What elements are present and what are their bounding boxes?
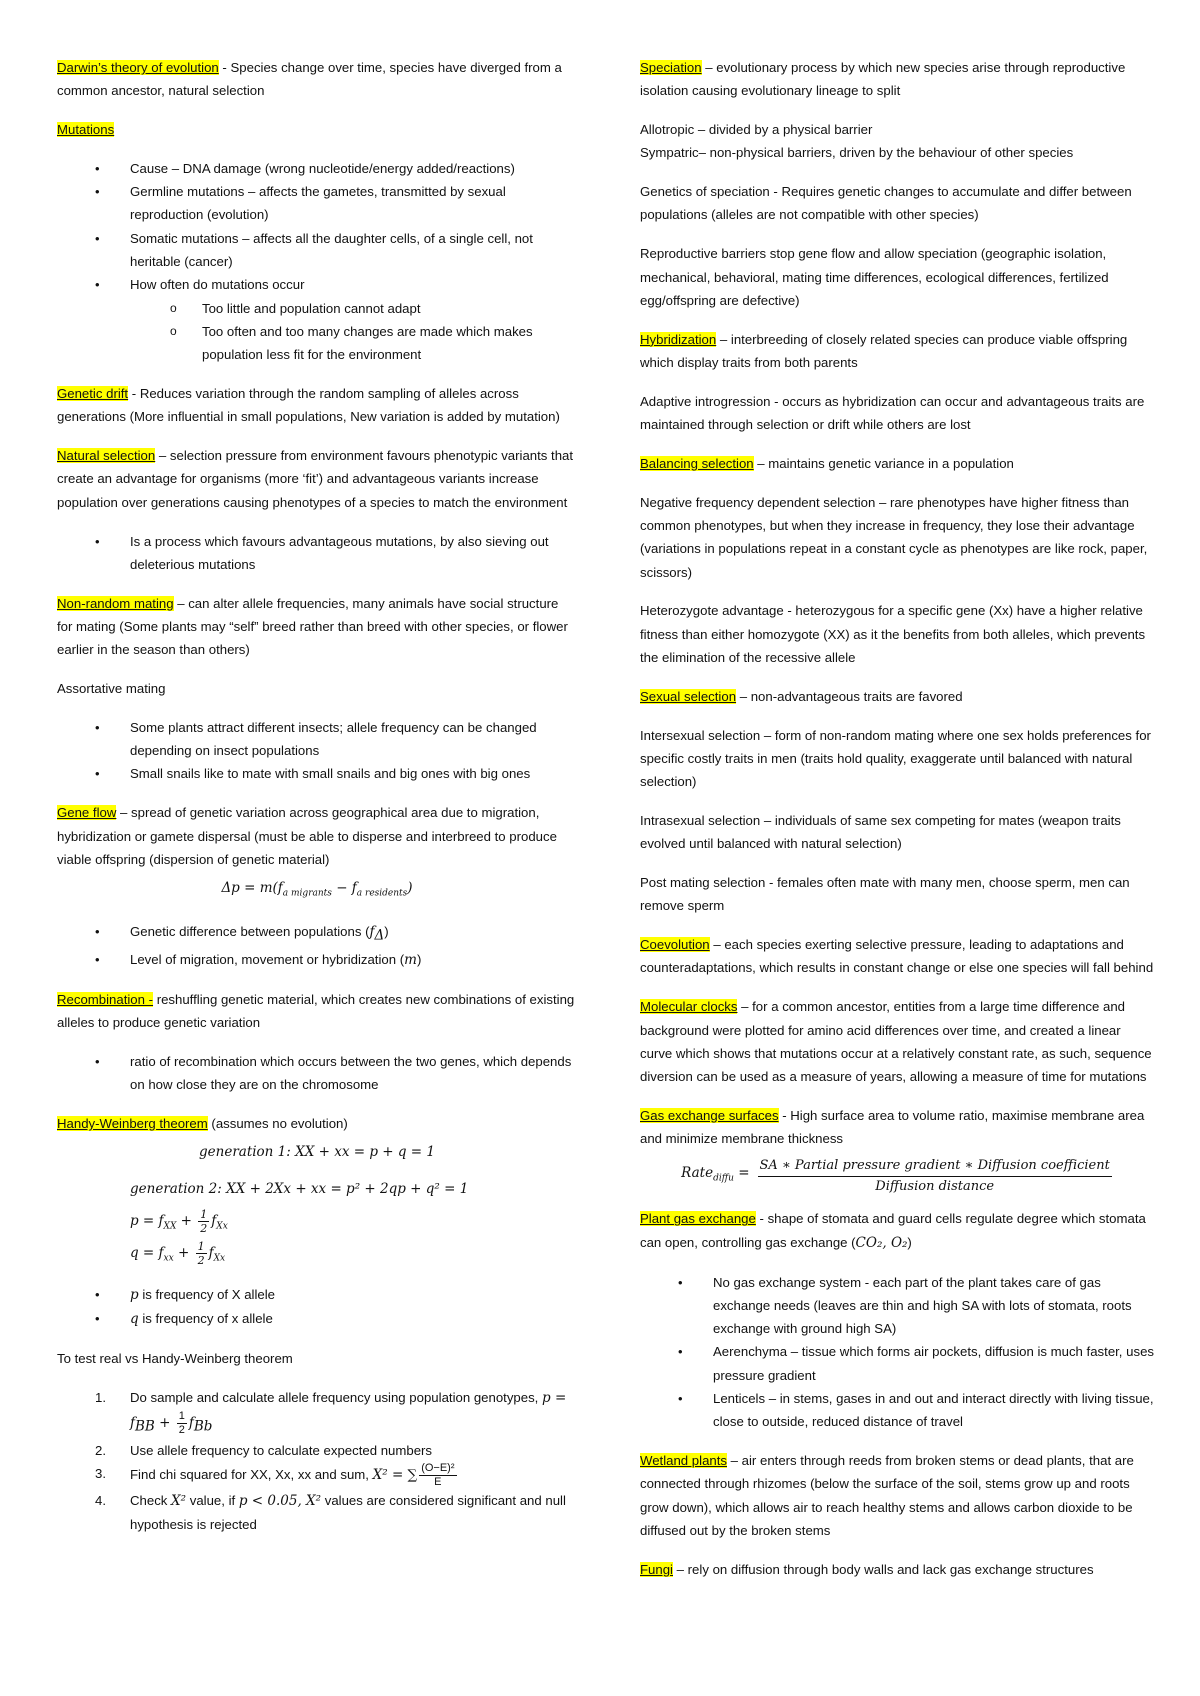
molclock-term: Molecular clocks: [640, 999, 738, 1015]
list-item: • Small snails like to mate with small snails and big ones with big ones: [57, 762, 577, 785]
plantgas-term: Plant gas exchange: [640, 1211, 756, 1227]
wetland-term: Wetland plants: [640, 1453, 727, 1469]
geneflow-term: Gene flow: [57, 805, 117, 821]
mutations-heading: [57, 118, 577, 141]
coevo-text: – each species exerting selective pressure, leading to adaptations and counteradaptations, which results in constant change or else one species will fall behind: [640, 937, 1154, 976]
hybrid-term: Hybridization: [640, 331, 717, 347]
coevo-paragraph: [640, 933, 1155, 980]
negfreq-paragraph: Negative frequency dependent selection – rare phenotypes have higher fitness than common phenotypes, but when they increase in frequency, they lose their advantage (variations in populations repeat in a constant cycle as phenotypes are like rock, paper, scissors): [640, 494, 1148, 580]
gasex-paragraph: [640, 1104, 1155, 1151]
speciation-text: – evolutionary process by which new species arise through reproductive isolation causing evolutionary lineage to split: [640, 60, 1126, 99]
list-item: o Too often and too many changes are made which makes population less fit for the environment: [57, 320, 577, 367]
list-item: • q is frequency of x allele: [57, 1307, 577, 1331]
plantgas-list: [640, 1271, 1155, 1434]
list-item: 3. Find chi squared for XX, Xx, xx and sum, X² = ∑ $\frac{\text{(O−E)²}}{E}$: [95, 1462, 455, 1489]
sympatric-text: Sympatric– non-physical barriers, driven by the behaviour of other species: [640, 145, 1074, 161]
hw-equation-block: [130, 1173, 577, 1269]
coevo-term: Coevolution: [640, 937, 710, 953]
gasex-text: - High surface area to volume ratio, maximise membrane area and minimize membrane thickness: [640, 1107, 1145, 1147]
darwin-text: - Species change over time, species have diverged from a common ancestor, natural selection: [57, 60, 562, 99]
list-item: o Too little and population cannot adapt: [57, 297, 577, 320]
fungi-term: Fungi: [640, 1561, 673, 1577]
sexual-term: Sexual selection: [640, 688, 737, 704]
list-item: • Genetic difference between populations $(f_\Delta)$: [57, 920, 577, 948]
speciation-term: Speciation: [640, 60, 702, 75]
post-paragraph: Post mating selection - females often mate with many men, choose sperm, men can remove sperm: [640, 875, 1130, 914]
speciation-paragraph: [640, 56, 1155, 103]
adaptive-paragraph: Adaptive introgression - occurs as hybridization can occur and advantageous traits are maintained through selection or drift while others are lost: [640, 393, 1145, 433]
geneflow-text: – spread of genetic variation across geographical area due to migration, hybridization or gamete dispersal (must be able to disperse and interbreed to produce viable offspring (dispersion of genetic material): [57, 805, 557, 867]
wetland-paragraph: [640, 1449, 1155, 1542]
list-item: • Somatic mutations – affects all the daughter cells, of a single cell, not heritable (cancer): [57, 227, 577, 274]
test-heading: To test real vs Handy-Weinberg theorem: [57, 1350, 293, 1366]
test-steps: [57, 1386, 577, 1537]
list-item: • ratio of recombination which occurs between the two genes, which depends on how close they are on the chromosome: [57, 1050, 577, 1097]
recomb-paragraph: [57, 988, 577, 1035]
list-item: • Germline mutations – affects the gametes, transmitted by sexual reproduction (evolution): [57, 180, 577, 227]
list-item: 4. Check X² value, if p < 0.05, X² values are considered significant and null hypothesis is rejected: [95, 1493, 566, 1533]
list-item: • Cause – DNA damage (wrong nucleotide/energy added/reactions): [57, 157, 577, 180]
geneflow-equation: $\Delta p = m(f_{a migrants} - f_{a residents})$: [221, 880, 413, 899]
hw-p-equation: $p = f_{XX}$ + $\frac{1}{2}$ $f_{Xx}$: [130, 1207, 228, 1235]
list-item: • Level of migration, movement or hybridization (m): [57, 948, 577, 972]
list-item: 2. Use allele frequency to calculate expected numbers: [95, 1442, 433, 1458]
list-item: • Is a process which favours advantageous mutations, by also sieving out deleterious mutations: [57, 530, 577, 577]
fungi-paragraph: [640, 1558, 1155, 1581]
gasex-term: Gas exchange surfaces: [640, 1107, 779, 1123]
plantgas-paragraph: Plant gas exchange - shape of stomata and guard cells regulate degree which stomata can open, controlling gas exchange (CO₂, O₂): [640, 1211, 1146, 1251]
list-item: • How often do mutations occur: [57, 273, 577, 296]
hybrid-text: – interbreeding of closely related species can produce viable offspring which display traits from both parents: [640, 331, 1128, 370]
list-item: • No gas exchange system - each part of the plant takes care of gas exchange needs (leaves are thin and high SA with lots of stomata, roots exchange with ground high SA): [640, 1271, 1155, 1341]
fungi-text: – rely on diffusion through body walls and lack gas exchange structures: [673, 1561, 1094, 1577]
assortative-list: [57, 716, 577, 786]
hetero-paragraph: Heterozygote advantage - heterozygous for a specific gene (Xx) have a higher relative fitness than either homozygote (XX) as it the benefits from both alleles, which prevents the elimination of the recessive allele: [640, 603, 1146, 665]
hw-term: Handy-Weinberg theorem: [57, 1116, 208, 1132]
barriers-paragraph: Reproductive barriers stop gene flow and allow speciation (geographic isolation, mechanical, behavioral, mating time differences, ecological differences, fertilized egg/offspring are defective): [640, 246, 1109, 308]
nonrandom-term: Non-random mating: [57, 595, 174, 611]
hw-gen2-equation: generation 2: XX + 2Xx + xx = p² + 2qp + q² = 1: [130, 1180, 469, 1197]
wetland-text: – air enters through reeds from broken stems or dead plants, that are connected through rhizomes (below the surface of the soil, stems grow up and roots grow down), which allows air to reach healthy stems and allows carbon dioxide to be diffused out by the broken stems: [640, 1453, 1134, 1539]
drift-paragraph: [57, 382, 577, 429]
right-column: [640, 56, 1155, 1597]
hw-list: [57, 1283, 577, 1332]
hw-q-equation: $q = f_{xx}$ + $\frac{1}{2}$ $f_{Xx}$: [130, 1239, 226, 1267]
balancing-term: Balancing selection: [640, 455, 754, 471]
hw-paragraph: [57, 1112, 577, 1135]
recomb-text: reshuffling genetic material, which creates new combinations of existing alleles to produce genetic variation: [57, 991, 575, 1031]
hybrid-paragraph: [640, 328, 1155, 375]
darwin-paragraph: [57, 56, 577, 103]
natsel-paragraph: [57, 444, 577, 514]
balancing-paragraph: [640, 452, 1155, 475]
geneflow-paragraph: [57, 801, 577, 871]
mutations-term: Mutations: [57, 122, 115, 138]
balancing-text: – maintains genetic variance in a population: [753, 455, 1014, 471]
inter-paragraph: Intersexual selection – form of non-random mating where one sex holds preferences for specific costly traits in men (traits hold quality, exaggerate until balanced with natural selection): [640, 727, 1151, 790]
mutations-list: [57, 157, 577, 297]
left-column: [57, 56, 577, 1552]
natsel-text: – selection pressure from environment favours phenotypic variants that create an advantage for organisms (more ‘fit’) and advantageous variants increase population over generations causing phenotypes of a species to match the environment: [57, 448, 574, 510]
allo-sym-paragraph: [640, 118, 1155, 165]
hw-gen1-equation: generation 1: XX + xx = p + q = 1: [199, 1144, 435, 1161]
recomb-term: Recombination -: [57, 991, 154, 1007]
natsel-list: [57, 530, 577, 577]
list-item: 1. Do sample and calculate allele frequency using population genotypes, $p = f_{BB}$ + $\frac{1}{2}$ $f_{Bb}$: [95, 1389, 567, 1436]
nonrandom-text: – can alter allele frequencies, many animals have social structure for mating (Some plants may “self” breed rather than breed with other species, or flower earlier in the season than others): [57, 595, 568, 658]
hw-text: (assumes no evolution): [207, 1116, 348, 1132]
molclock-text: – for a common ancestor, entities from a large time difference and background were plotted for amino acid differences over time, and created a linear curve which shows that mutations occur at a relatively constant rate, as such, sequence diversion can be used as a measure of years, allowing a measure of time for mutations: [640, 999, 1152, 1085]
list-item: • Aerenchyma – tissue which forms air pockets, diffusion is much faster, uses pressure gradient: [640, 1340, 1155, 1387]
nonrandom-paragraph: [57, 592, 577, 662]
molclock-paragraph: [640, 995, 1155, 1088]
sexual-paragraph: [640, 685, 1155, 708]
list-item: • p is frequency of X allele: [57, 1283, 577, 1307]
mutations-sublist: [57, 297, 577, 367]
genetics-paragraph: Genetics of speciation - Requires genetic changes to accumulate and differ between populations (alleles are not compatible with other species): [640, 184, 1132, 223]
plantgas-text: - shape of stomata and guard cells regulate degree which stomata can open, controlling gas exchange (: [640, 1211, 1146, 1250]
natsel-term: Natural selection: [57, 448, 156, 464]
intra-paragraph: Intrasexual selection – individuals of same sex competing for mates (weapon traits evolved until balanced with natural selection): [640, 812, 1121, 852]
list-item: • Lenticels – in stems, gases in and out and interact directly with living tissue, close to outside, reduced distance of travel: [640, 1387, 1155, 1434]
allotropic-text: Allotropic – divided by a physical barrier: [640, 122, 873, 138]
list-item: • Some plants attract different insects; allele frequency can be changed depending on insect populations: [57, 716, 577, 763]
drift-term: Genetic drift: [57, 386, 129, 402]
sexual-text: – non-advantageous traits are favored: [736, 688, 963, 704]
recomb-list: [57, 1050, 577, 1097]
drift-text: - Reduces variation through the random sampling of alleles across generations (More influential in small populations, New variation is added by mutation): [57, 386, 560, 425]
darwin-term: Darwin’s theory of evolution: [57, 60, 219, 75]
diffusion-rate-equation: Rate$_{diffu}$ = $\frac{\text{SA ∗ Partial pressure gradient ∗ Diffusion coefficient}}{\text{Diffusion distance}}$: [681, 1158, 1110, 1195]
geneflow-list: [57, 920, 577, 972]
assortative-heading: Assortative mating: [57, 681, 166, 697]
